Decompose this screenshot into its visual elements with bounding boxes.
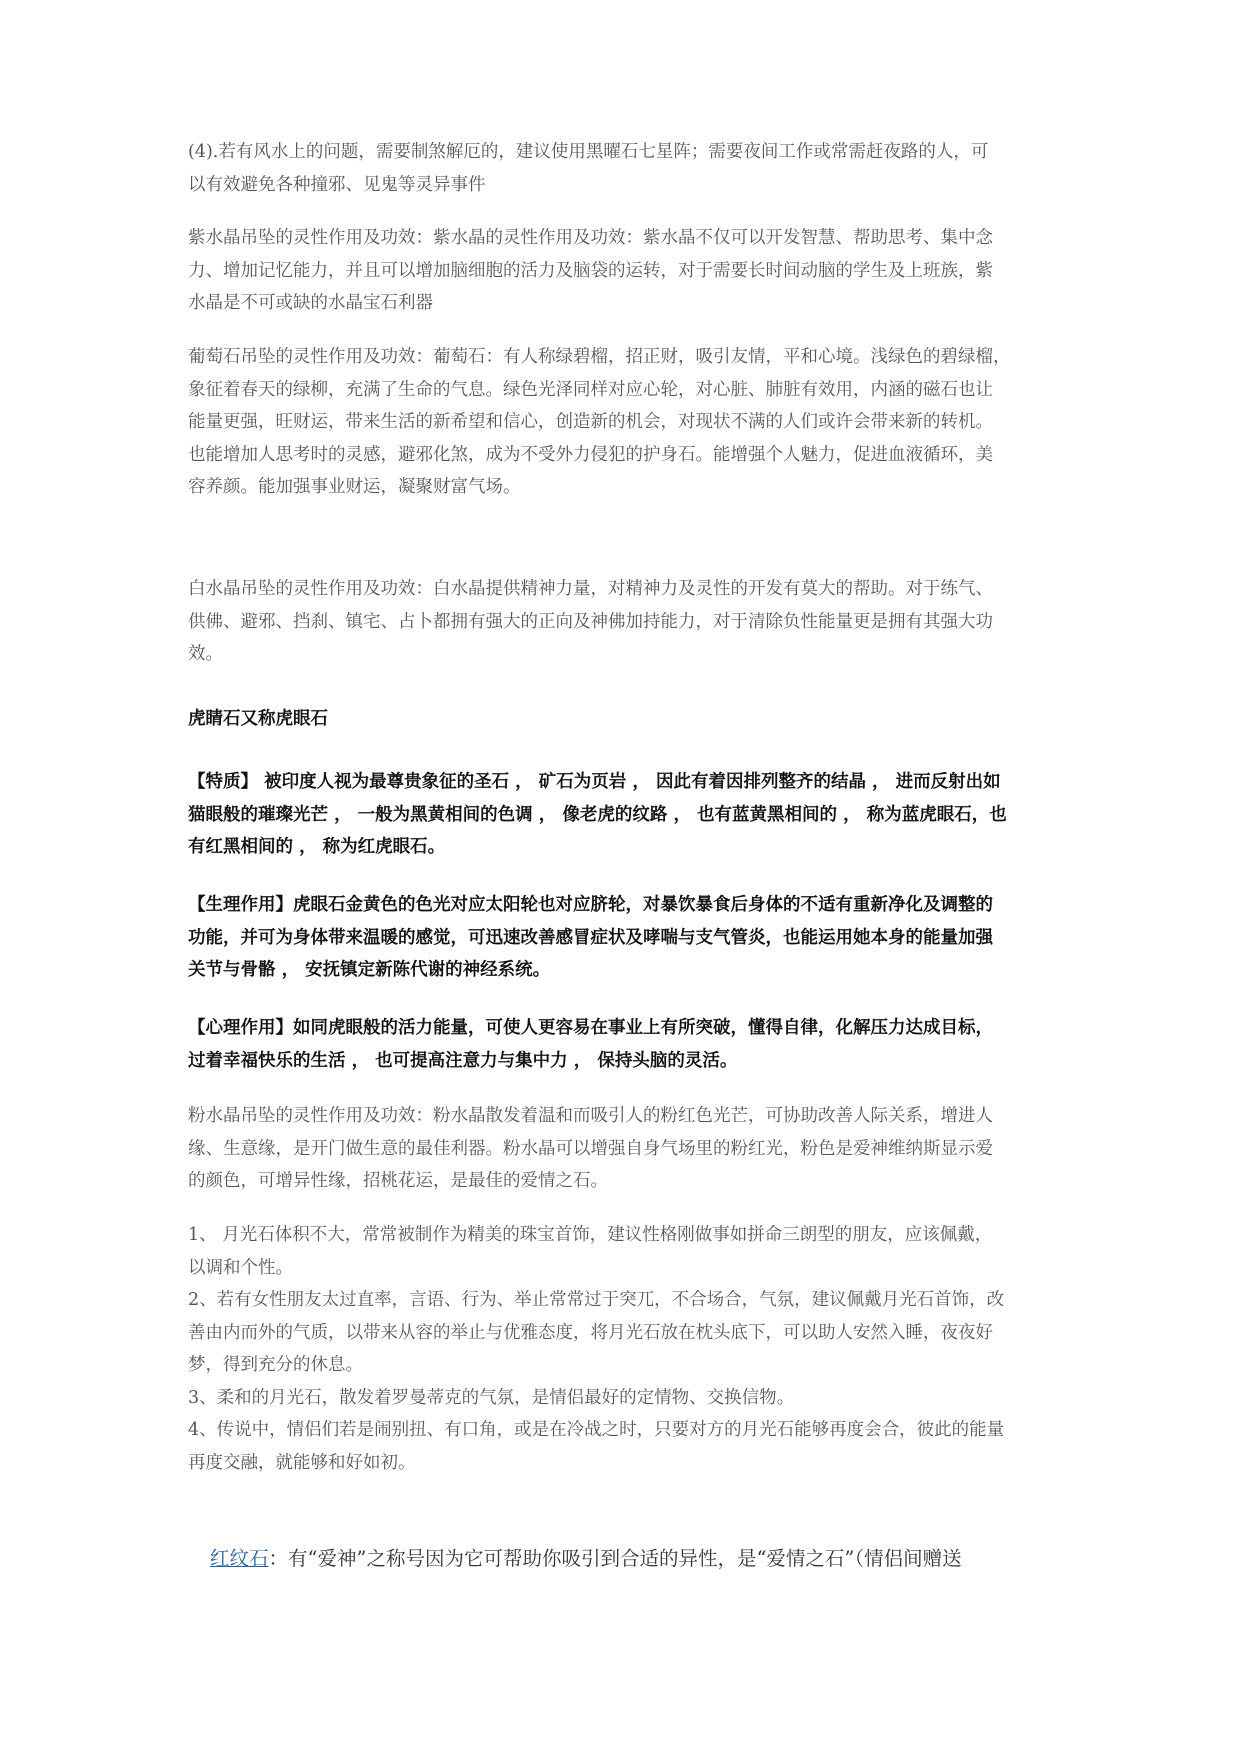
paragraph-amethyst (188, 222, 1048, 320)
list-item: 梦，得到充分的休息。 (188, 1355, 363, 1375)
list-item: 再度交融，就能够和好如初。 (188, 1452, 416, 1473)
text-line: 过着幸福快乐的生活 ， 也可提高注意力与集中力 ， 保持头脑的灵活。 (188, 1050, 738, 1071)
text-line: 功能，并可为身体带来温暖的感觉，可迅速改善感冒症状及哮喘与支气管炎，也能运用她本身的能量加强 (188, 927, 993, 948)
paragraph-rose-quartz (188, 1100, 1048, 1198)
paragraph-clear-quartz (188, 573, 1048, 671)
list-item: 3、柔和的月光石，散发着罗曼蒂克的气氛，是情侣最好的定情物、交换信物。 (188, 1387, 795, 1408)
paragraph-prehnite (188, 341, 1048, 504)
text-line: 效。 (188, 644, 223, 664)
list-item: 善由内而外的气质，以带来从容的举止与优雅态度，将月光石放在枕头底下，可以助人安然入睡，夜夜好 (188, 1322, 993, 1343)
text-line: 有红黑相间的 ， 称为红虎眼石。 (188, 837, 446, 857)
text-line: 缘、生意缘，是开门做生意的最佳利器。粉水晶可以增强自身气场里的粉红光，粉色是爱神维纳斯显示爱 (188, 1138, 993, 1159)
paragraph-rhodochrosite (210, 1543, 1050, 1575)
paragraph-tigers-eye-traits (188, 766, 1048, 864)
text-line: 关节与骨骼 ， 安抚镇定新陈代谢的神经系统。 (188, 960, 551, 980)
text-line: 猫眼般的璀璨光芒 ， 一般为黑黄相间的色调 ， 像老虎的纹路 ， 也有蓝黄黑相间的 ， 称为蓝虎眼石，也 (188, 804, 1007, 825)
text-line: 也能增加人思考时的灵感，避邪化煞，成为不受外力侵犯的护身石。能增强个人魅力，促进血液循环，美 (188, 444, 993, 465)
text-line: 【特质】 被印度人视为最尊贵象征的圣石 ， 矿石为页岩 ， 因此有着因排列整齐的结晶 ， 进而反射出如 (188, 772, 1001, 792)
text-line: 【生理作用】虎眼石金黄色的色光对应太阳轮也对应脐轮，对暴饮暴食后身体的不适有重新净化及调整的 (188, 895, 993, 915)
text-line: 供佛、避邪、挡刹、镇宅、占卜都拥有强大的正向及神佛加持能力，对于清除负性能量更是拥有其强大功 (188, 611, 993, 632)
list-item: 2、若有女性朋友太过直率，言语、行为、举止常常过于突兀，不合场合，气氛，建议佩戴月光石首饰，改 (188, 1290, 1005, 1310)
list-item: 以调和个性。 (188, 1257, 293, 1278)
list-item: 4、传说中，情侣们若是闹别扭、有口角，或是在冷战之时，只要对方的月光石能够再度会合，彼此的能量 (188, 1420, 1005, 1440)
text-line: 的颜色，可增异性缘，招桃花运，是最佳的爱情之石。 (188, 1171, 608, 1191)
text-line: 白水晶吊坠的灵性作用及功效：白水晶提供精神力量，对精神力及灵性的开发有莫大的帮助。对于练气、 (188, 579, 993, 599)
text-line: (4).若有风水上的问题，需要制煞解厄的，建议使用黑曜石七星阵；需要夜间工作或常需赶夜路的人，可 (188, 142, 989, 162)
rhodochrosite-text: ：有“爱神”之称号因为它可帮助你吸引到合适的异性，是“爱情之石”（情侣间赠送 (268, 1547, 962, 1570)
text-line: 容养颜。能加强事业财运，凝聚财富气场。 (188, 477, 521, 497)
text-line: 粉水晶吊坠的灵性作用及功效：粉水晶散发着温和而吸引人的粉红色光芒，可协助改善人际关系，增进人 (188, 1106, 993, 1126)
paragraph-tigers-eye-physical (188, 889, 1048, 987)
text-line: 葡萄石吊坠的灵性作用及功效：葡萄石：有人称绿碧榴，招正财，吸引友情，平和心境。浅绿色的碧绿榴， (188, 347, 1011, 367)
text-line: 能量更强，旺财运，带来生活的新希望和信心，创造新的机会，对现状不满的人们或许会带来新的转机。 (188, 412, 993, 432)
paragraph-moonstone-list (188, 1219, 1048, 1479)
text-line: 紫水晶吊坠的灵性作用及功效：紫水晶的灵性作用及功效：紫水晶不仅可以开发智慧、帮助思考、集中念 (188, 228, 993, 248)
text-line: 象征着春天的绿柳，充满了生命的气息。绿色光泽同样对应心轮，对心脏、肺脏有效用，内涵的磁石也让 (188, 379, 993, 400)
text-line: 力、增加记忆能力，并且可以增加脑细胞的活力及脑袋的运转，对于需要长时间动脑的学生及上班族，紫 (188, 260, 993, 281)
paragraph-tigers-eye-mental (188, 1012, 1048, 1077)
rhodochrosite-link[interactable]: 红纹石 (210, 1547, 269, 1570)
list-item: 1、 月光石体积不大，常常被制作为精美的珠宝首饰，建议性格刚做事如拼命三朗型的朋友，应该佩戴， (188, 1225, 993, 1245)
text-line: 以有效避免各种撞邪、见鬼等灵异事件 (188, 174, 486, 195)
text-line: 【心理作用】如同虎眼般的活力能量，可使人更容易在事业上有所突破，懂得自律，化解压力达成目标， (188, 1018, 993, 1038)
section-heading-tigers-eye: 虎睛石又称虎眼石 (188, 709, 328, 729)
paragraph-obsidian (188, 136, 1048, 201)
text-line: 水晶是不可或缺的水晶宝石利器 (188, 293, 433, 313)
